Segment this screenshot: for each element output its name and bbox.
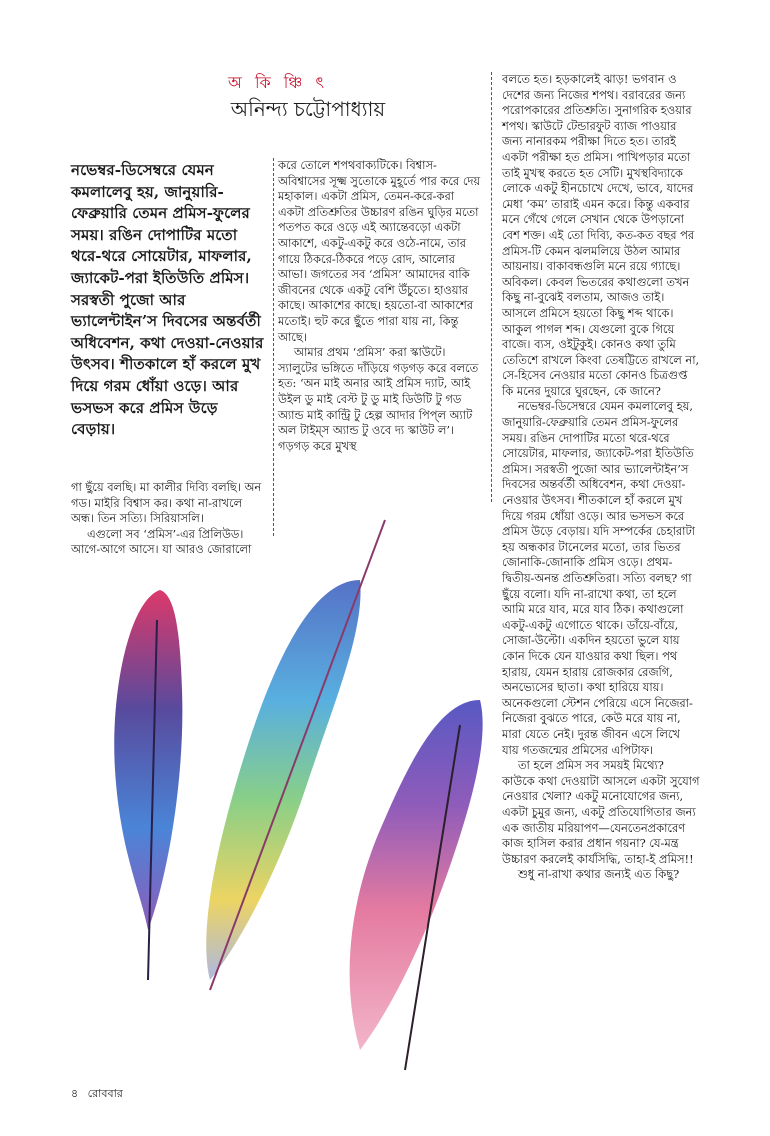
column-divider <box>273 158 274 536</box>
lead-paragraph <box>71 160 266 441</box>
watercolor-feathers-illustration <box>60 510 500 1080</box>
page-footer <box>71 1085 129 1104</box>
paragraph: তা হলে প্রমিস সব সময়ই মিথ্যে? কাউকে কথা দেওয়াটা আসলে একটা সুযোগ নেওয়ার খেলা? একটু মনোযোগের জন্য, একটা চুমুর জন্য, একটু প্রতিযোগিতার জন্য এক জাতীয় মরিয়াপণ—যেনতেনপ্রকারেণ কাজ হাসিল করার প্রধান গয়না? যে-মন্ত্র উচ্চারণ করলেই কার্যসিদ্ধি, তাহা-ই প্রমিস!! <box>502 758 700 866</box>
column-3 <box>502 72 700 883</box>
column-2 <box>278 158 483 454</box>
page-number: ৪ <box>71 1087 79 1100</box>
column-kicker: অ কি ঞ্চি ৎ <box>228 73 328 92</box>
paragraph: করে তোলে শপথবাক্যটিকে। বিশ্বাস-অবিশ্বাসের সূক্ষ্ম সুতোকে মুহূর্তে পার করে দেয় মহাকাল। একটা প্রমিস, তেমন-করে-করা একটা প্রতিশ্রুতির উচ্চারণ রঙিন ঘুড়ির মতো পতপত করে ওড়ে এই অ্যান্তেবড়ো একটা আকাশে, একটু-একটু করে ওঠে-নামে, তার গায়ে ঠিকরে-ঠিকরে পড়ে রোদ, আলোর আভা। জগতের সব ‘প্রমিস’ আমাদের বাকি জীবনের থেকে একটু বেশি উঁচুতে। হাওয়ার কাছে। আকাশের কাছে। হয়তো-বা আকাশের মতোই। হুট করে ছুঁতে পারা যায় না, কিন্তু আছে। <box>278 158 481 344</box>
paragraph: গা ছুঁয়ে বলছি। মা কালীর দিব্যি বলছি। অন গড। মাইরি বিশ্বাস কর। কথা না-রাখলে অন্ধ। তিন সত্যি। সিরিয়াসলি। <box>71 480 262 526</box>
feather-right <box>350 700 483 1070</box>
paragraph: শুধু না-রাখা কথার জন্যই এত কিছু? <box>518 867 680 882</box>
paragraph: নভেম্বর-ডিসেম্বরে যেমন কমলালেবু হয়, জানুয়ারি-ফেব্রুয়ারি তেমন প্রমিস-ফুলের সময়। রঙিন দোপাটির মতো থরে-থরে সোয়েটার, মাফলার, জ্যাকেট-পরা ইতিউতি প্রমিস। সরস্বতী পুজো আর ভ্যালেন্টাইন’স দিবসের অন্তর্বর্তী অধিবেশন, কথা দেওয়া-নেওয়ার উৎসব। শীতকালে হাঁ করলে মুখ দিয়ে গরম ধোঁয়া ওড়ে। আর ভসভস করে প্রমিস উড়ে বেড়ায়। যদি সম্পর্কের চেহারাটা হয় অন্ধকার টানেলের মতো, তার ভিতর জোনাকি-জোনাকি প্রমিস ওড়ে। প্রথম-দ্বিতীয়-অনন্ত প্রতিশ্রুতিরা। সত্যি বলছ? গা ছুঁয়ে বলো। যদি না-রাখো কথা, তা হলে আমি মরে যাব, মরে যাব ঠিক। কথাগুলো একটু-একটু এগোতে থাকে। ডাঁয়ে-বাঁয়ে, সোজা-উল্টো। একদিন হয়তো ভুলে যায় কোন দিকে যেন যাওয়ার কথা ছিল। পথ হারায়, যেমন হারায় রোজকার রেজগি, অনভ্যেসের ছাতা। কথা হারিয়ে যায়। অনেকগুলো স্টেশন পেরিয়ে এসে নিজেরা-নিজেরা বুঝতে পারে, কেউ মরে যায় না, মারা যেতে নেই। দুরন্ত জীবন এসে লিখে যায় গতজন্মের প্রমিসের এপিটাফ। <box>502 399 695 757</box>
lead-text: নভেম্বর-ডিসেম্বরে যেমন কমলালেবু হয়, জানুয়ারি-ফেব্রুয়ারি তেমন প্রমিস-ফুলের সময়। রঙিন দোপাটির মতো থরে-থরে সোয়েটার, মাফলার, জ্যাকেট-পরা ইতিউতি প্রমিস। সরস্বতী পুজো আর ভ্যালেন্টাইন’স দিবসের অন্তর্বর্তী অধিবেশন, কথা দেওয়া-নেওয়ার উৎসব। শীতকালে হাঁ করলে মুখ দিয়ে গরম ধোঁয়া ওড়ে। আর ভসভস করে প্রমিস উড়ে বেড়ায়। <box>71 161 264 439</box>
column-divider <box>491 72 492 502</box>
feather-left <box>114 590 182 980</box>
paragraph: এগুলো সব ‘প্রমিস’-এর প্রিলিউড। আগে-আগে আসে। যা আরও জোরালো <box>71 526 252 557</box>
paragraph: আমার প্রথম ‘প্রমিস’ করা স্কাউটে। স্যালুটের ভঙ্গিতে দাঁড়িয়ে গড়গড় করে বলতে হত: ‘অন মাই অনার আই প্রমিস দ্যাট, আই উইল ডু মাই বেস্ট টু ডু মাই ডিউটি টু গড অ্যান্ড মাই কান্ট্রি টু হেল্প আদার পিপ্‌ল অ্যাট অল টাইম্‌স অ্যান্ড টু ওবে দ্য স্কাউট ল’। গড়গড় করে মুখস্থ <box>278 345 479 453</box>
magazine-name: রোববার <box>87 1087 123 1100</box>
paragraph: বলতে হত। হড়কালেই ঝাড়! ভগবান ও দেশের জন্য নিজের শপথ। বরাবরের জন্য পরোপকারের প্রতিশ্রুতি। সুনাগরিক হওয়ার শপথ। স্কাউটে টেন্ডারফুট ব্যাজ পাওয়ার জন্য নানারকম পরীক্ষা দিতে হত। তারই একটা পরীক্ষা হত প্রমিস। পাখিপড়ার মতো তাই মুখস্থ করতে হত সেটি। মুখস্থবিদ্যাকে লোকে একটু হীনচোখে দেখে, ভাবে, যাদের মেধা ‘কম’ তারাই এমন করে। কিন্তু একবার মনে গেঁথে গেলে সেখান থেকে উপড়ানো বেশ শক্ত। এই তো দিব্যি, কত-কত বছর পর প্রমিস-টি কেমন ঝলমলিয়ে উঠল আমার আয়নায়। বাকাবন্ধগুলি মনে রয়ে গ্যাছে। অবিকল। কেবল ভিতরের কথাগুলো তখন কিছু না-বুঝেই বলতাম, আজও তাই। আসলে প্রমিসে হয়তো কিছু শব্দ থাকে। আকুল পাগল শব্দ। যেগুলো বুকে গিয়ে বাজে। ব্যস, ওইটুকুই। কোনও কথা তুমি তেতিশে রাখলে কিংবা তেষট্টিতে রাখলে না, সে-হিসেব নেওয়ার মতো কোনও চিত্রগুপ্ত কি মনের দুয়ারে ঘুরছেন, কে জানে? <box>502 72 700 398</box>
author-byline: অনিন্দ্য চট্টোপাধ্যায় <box>230 97 386 121</box>
